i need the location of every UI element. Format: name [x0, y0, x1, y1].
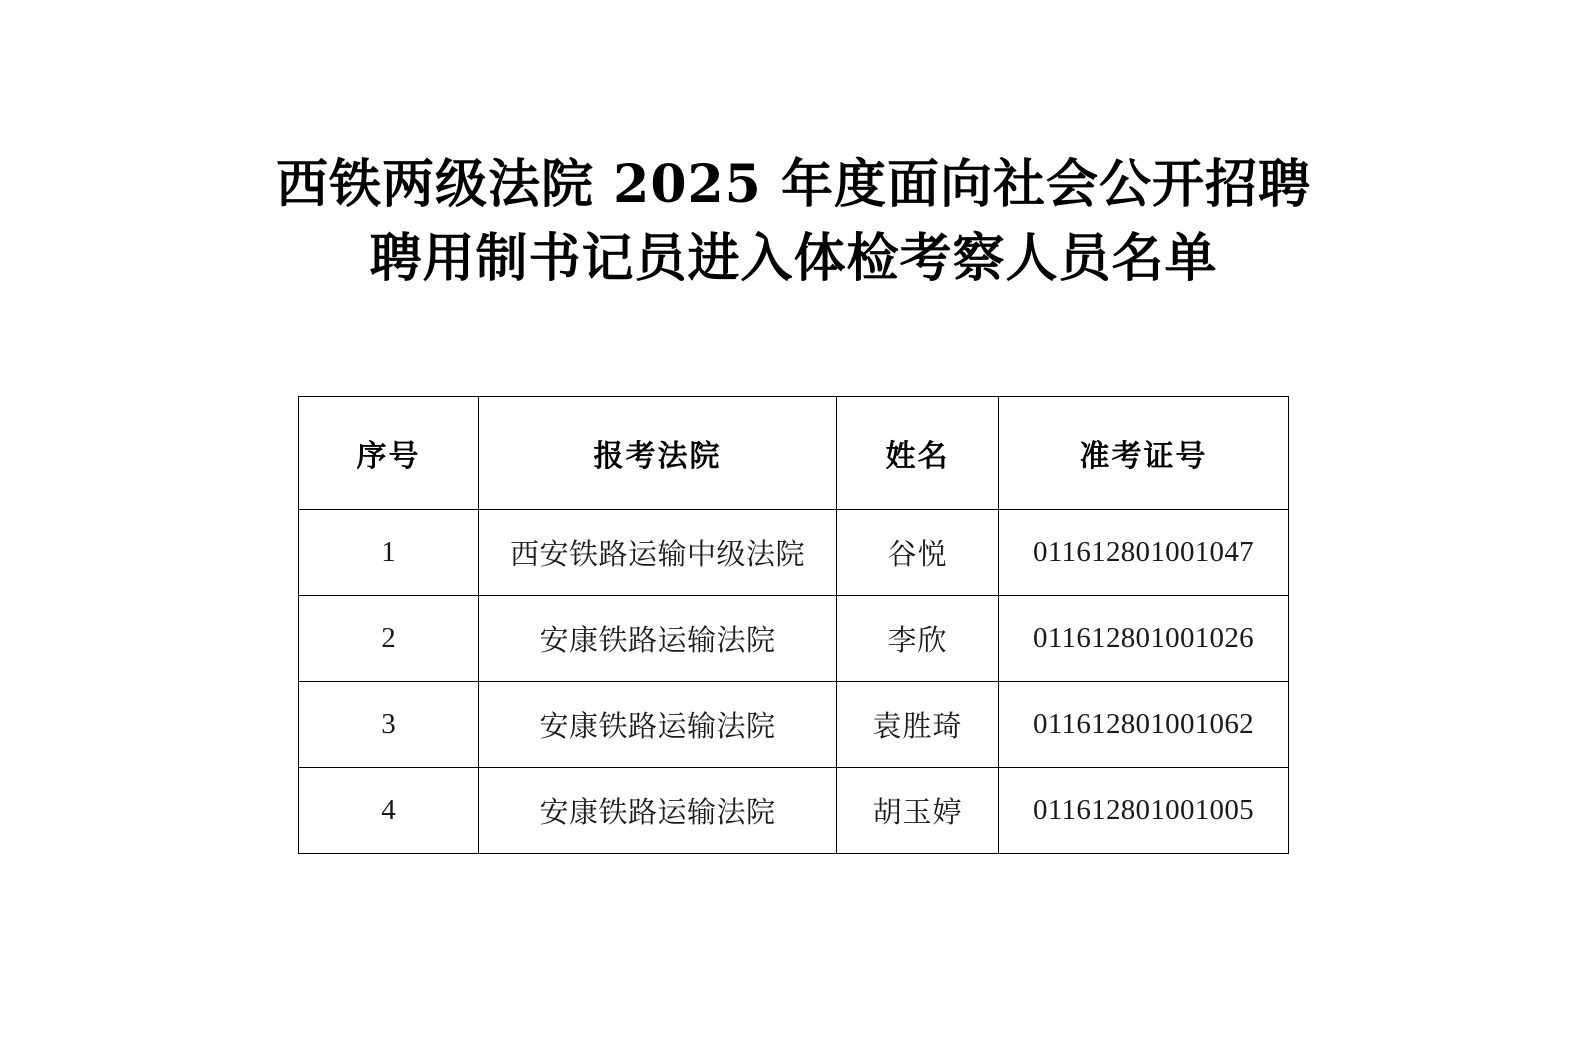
candidate-table — [298, 396, 1289, 854]
page-title — [0, 0, 1587, 296]
cell-index: 1 — [299, 509, 479, 595]
cell-court: 西安铁路运输中级法院 — [479, 509, 837, 595]
cell-ticket: 011612801001026 — [999, 595, 1289, 681]
page-title-line-1: 西铁两级法院 2025 年度面向社会公开招聘 — [276, 154, 1311, 215]
cell-index: 4 — [299, 767, 479, 853]
cell-name: 谷悦 — [837, 509, 999, 595]
column-header-index: 序号 — [299, 396, 479, 509]
cell-index: 2 — [299, 595, 479, 681]
table-row — [299, 767, 1289, 853]
cell-ticket: 011612801001005 — [999, 767, 1289, 853]
cell-court: 安康铁路运输法院 — [479, 681, 837, 767]
page-title-line-2: 聘用制书记员进入体检考察人员名单 — [369, 227, 1218, 289]
cell-name: 胡玉婷 — [837, 767, 999, 853]
cell-court: 安康铁路运输法院 — [479, 595, 837, 681]
cell-ticket: 011612801001062 — [999, 681, 1289, 767]
table-row — [299, 595, 1289, 681]
table-body — [299, 509, 1289, 853]
cell-name: 李欣 — [837, 595, 999, 681]
column-header-court: 报考法院 — [479, 396, 837, 509]
column-header-ticket: 准考证号 — [999, 396, 1289, 509]
cell-ticket: 011612801001047 — [999, 509, 1289, 595]
table-header — [299, 396, 1289, 509]
column-header-name: 姓名 — [837, 396, 999, 509]
cell-index: 3 — [299, 681, 479, 767]
table-container — [0, 396, 1587, 854]
table-header-row — [299, 396, 1289, 509]
cell-name: 袁胜琦 — [837, 681, 999, 767]
cell-court: 安康铁路运输法院 — [479, 767, 837, 853]
table-row — [299, 509, 1289, 595]
table-row — [299, 681, 1289, 767]
